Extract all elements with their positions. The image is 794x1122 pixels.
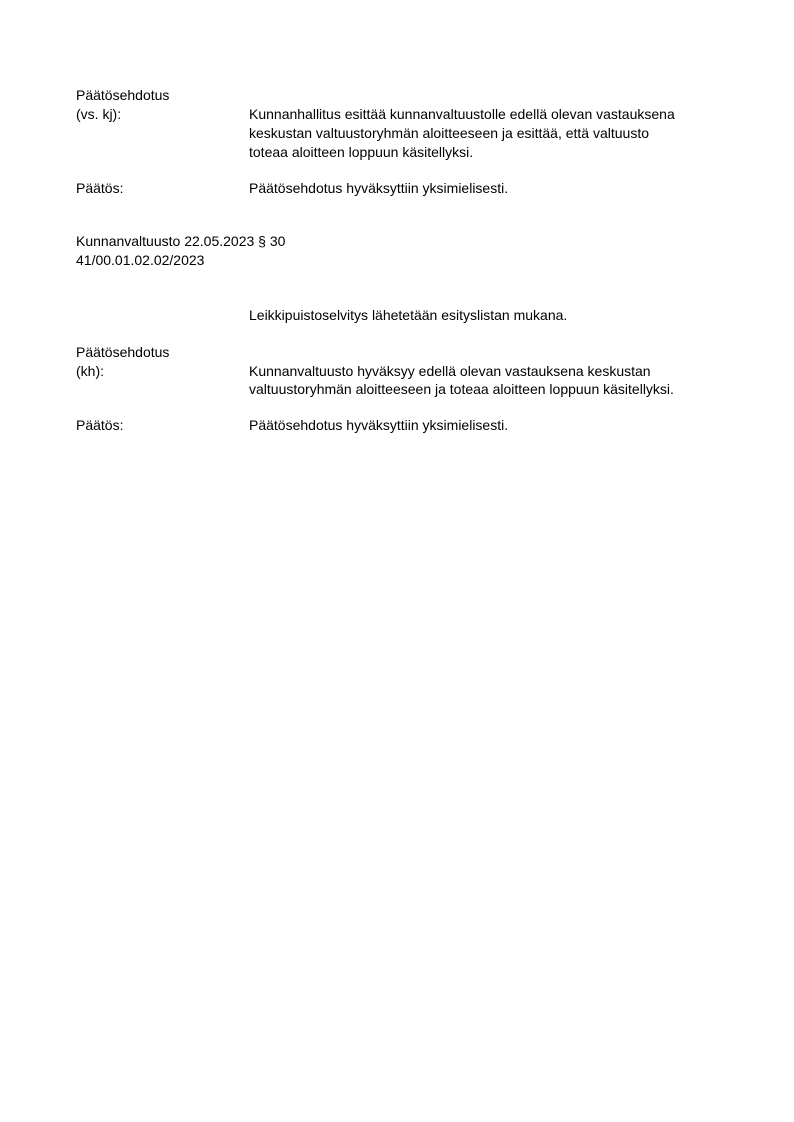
proposal-text-line: valtuustoryhmän aloitteeseen ja toteaa aloitteen loppuun käsitellyksi. <box>249 381 674 397</box>
decision-label: Päätös: <box>76 180 124 196</box>
proposal-role: (kh): <box>76 363 104 379</box>
proposal-text-line: toteaa aloitteen loppuun käsitellyksi. <box>249 144 474 160</box>
proposal-text-line: keskustan valtuustoryhmän aloitteeseen ja esittää, että valtuusto <box>249 125 650 141</box>
decision-text: Päätösehdotus hyväksyttiin yksimielisesti. <box>249 180 509 196</box>
proposal-role: (vs. kj): <box>76 106 122 122</box>
decision-label: Päätös: <box>76 417 124 433</box>
proposal-text-line: Kunnanvaltuusto hyväksyy edellä olevan vastauksena keskustan <box>249 363 651 379</box>
proposal-label: Päätösehdotus <box>76 87 170 103</box>
attachment-note: Leikkipuistoselvitys lähetetään esityslistan mukana. <box>249 307 568 323</box>
decision-text: Päätösehdotus hyväksyttiin yksimielisesti. <box>249 417 509 433</box>
meeting-heading: Kunnanvaltuusto 22.05.2023 § 30 <box>76 233 286 249</box>
proposal-text-line: Kunnanhallitus esittää kunnanvaltuustolle edellä olevan vastauksena <box>249 106 675 122</box>
proposal-label: Päätösehdotus <box>76 344 170 360</box>
case-reference: 41/00.01.02.02/2023 <box>76 252 205 268</box>
